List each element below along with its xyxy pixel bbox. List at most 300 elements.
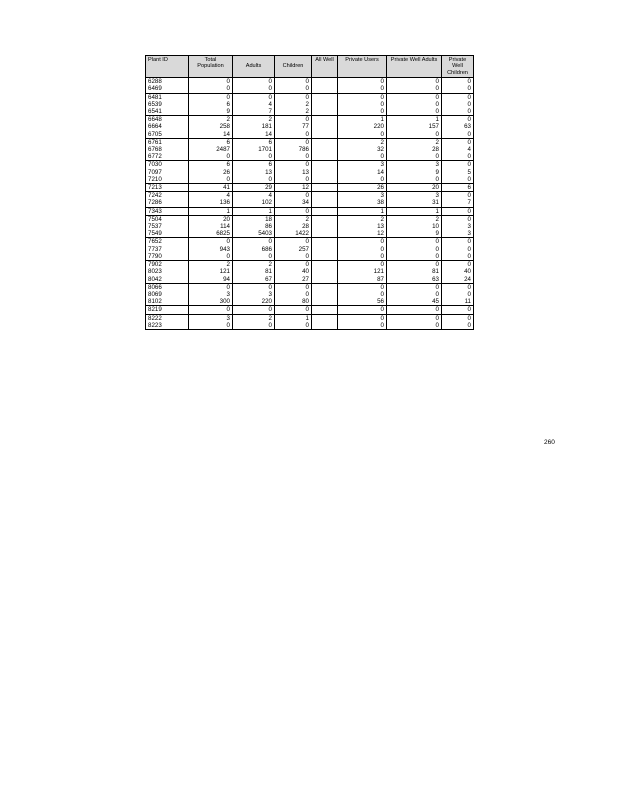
children-cell: 40 — [275, 268, 312, 275]
all-well-cell — [312, 223, 338, 230]
private-well-children-cell: 0 — [442, 246, 474, 253]
children-cell: 0 — [275, 176, 312, 184]
total-population-cell: 2 — [189, 116, 233, 124]
plant-id-cell: 8066 — [146, 283, 189, 291]
table-row — [146, 108, 474, 116]
table-row — [146, 207, 474, 215]
adults-cell: 4 — [233, 192, 275, 200]
private-well-children-cell: 0 — [442, 108, 474, 116]
private-well-children-cell: 0 — [442, 283, 474, 291]
children-cell: 2 — [275, 101, 312, 108]
total-population-cell: 9 — [189, 108, 233, 116]
private-well-adults-cell: 3 — [387, 161, 442, 169]
table-body — [146, 78, 474, 330]
total-population-cell: 0 — [189, 253, 233, 261]
private-well-adults-cell: 0 — [387, 85, 442, 93]
children-cell: 0 — [275, 306, 312, 314]
plant-id-cell: 7790 — [146, 253, 189, 261]
all-well-cell — [312, 314, 338, 322]
plant-id-cell: 8223 — [146, 322, 189, 330]
plant-id-cell: 7030 — [146, 161, 189, 169]
all-well-cell — [312, 261, 338, 269]
plant-id-cell: 8222 — [146, 314, 189, 322]
table-row — [146, 101, 474, 108]
private-users-cell: 0 — [338, 101, 387, 108]
private-users-cell: 0 — [338, 246, 387, 253]
table-row — [146, 298, 474, 306]
table-row — [146, 314, 474, 322]
table-row — [146, 268, 474, 275]
total-population-cell: 0 — [189, 306, 233, 314]
private-well-children-cell: 0 — [442, 215, 474, 223]
plant-id-cell: 6761 — [146, 138, 189, 146]
private-well-adults-cell: 0 — [387, 291, 442, 298]
header-adults: Adults — [233, 56, 275, 78]
adults-cell: 0 — [233, 93, 275, 101]
total-population-cell: 0 — [189, 322, 233, 330]
all-well-cell — [312, 78, 338, 86]
table-row — [146, 283, 474, 291]
private-well-children-cell: 7 — [442, 199, 474, 207]
children-cell: 0 — [275, 207, 312, 215]
private-well-adults-cell: 0 — [387, 322, 442, 330]
children-cell: 34 — [275, 199, 312, 207]
total-population-cell: 1 — [189, 207, 233, 215]
private-well-children-cell: 0 — [442, 176, 474, 184]
private-well-adults-cell: 0 — [387, 261, 442, 269]
plant-id-cell: 7210 — [146, 176, 189, 184]
private-well-adults-cell: 63 — [387, 276, 442, 284]
private-users-cell: 0 — [338, 78, 387, 86]
adults-cell: 13 — [233, 169, 275, 176]
adults-cell: 14 — [233, 131, 275, 139]
all-well-cell — [312, 246, 338, 253]
adults-cell: 6 — [233, 138, 275, 146]
private-well-adults-cell: 157 — [387, 123, 442, 130]
private-users-cell: 0 — [338, 153, 387, 161]
table-row — [146, 192, 474, 200]
adults-cell: 0 — [233, 85, 275, 93]
private-users-cell: 0 — [338, 85, 387, 93]
private-well-children-cell: 0 — [442, 207, 474, 215]
private-users-cell: 0 — [338, 291, 387, 298]
children-cell: 80 — [275, 298, 312, 306]
total-population-cell: 0 — [189, 85, 233, 93]
all-well-cell — [312, 253, 338, 261]
private-well-adults-cell: 28 — [387, 146, 442, 153]
plant-id-cell: 6705 — [146, 131, 189, 139]
plant-id-cell: 7652 — [146, 238, 189, 246]
private-users-cell: 0 — [338, 314, 387, 322]
table-row — [146, 93, 474, 101]
private-users-cell: 26 — [338, 184, 387, 192]
plant-id-cell: 6288 — [146, 78, 189, 86]
children-cell: 0 — [275, 138, 312, 146]
table-row — [146, 131, 474, 139]
total-population-cell: 0 — [189, 153, 233, 161]
adults-cell: 18 — [233, 215, 275, 223]
table-row — [146, 176, 474, 184]
table-row — [146, 246, 474, 253]
private-well-adults-cell: 81 — [387, 268, 442, 275]
children-cell: 28 — [275, 223, 312, 230]
header-plant-id: Plant ID — [146, 56, 189, 78]
children-cell: 0 — [275, 153, 312, 161]
all-well-cell — [312, 101, 338, 108]
children-cell: 0 — [275, 261, 312, 269]
total-population-cell: 6825 — [189, 230, 233, 238]
private-well-children-cell: 4 — [442, 146, 474, 153]
private-well-children-cell: 0 — [442, 116, 474, 124]
private-users-cell: 87 — [338, 276, 387, 284]
adults-cell: 181 — [233, 123, 275, 130]
children-cell: 0 — [275, 93, 312, 101]
header-private-well-children: Private Well Children — [442, 56, 474, 78]
adults-cell: 29 — [233, 184, 275, 192]
all-well-cell — [312, 138, 338, 146]
children-cell: 0 — [275, 131, 312, 139]
plant-id-cell: 8102 — [146, 298, 189, 306]
table-row — [146, 161, 474, 169]
plant-id-cell: 7286 — [146, 199, 189, 207]
table-row — [146, 78, 474, 86]
adults-cell: 1 — [233, 207, 275, 215]
adults-cell: 0 — [233, 153, 275, 161]
table-row — [146, 253, 474, 261]
private-users-cell: 0 — [338, 261, 387, 269]
total-population-cell: 20 — [189, 215, 233, 223]
header-total-population: Total Population — [189, 56, 233, 78]
private-well-adults-cell: 9 — [387, 230, 442, 238]
children-cell: 257 — [275, 246, 312, 253]
all-well-cell — [312, 207, 338, 215]
all-well-cell — [312, 161, 338, 169]
total-population-cell: 6 — [189, 138, 233, 146]
plant-id-cell: 6772 — [146, 153, 189, 161]
private-well-children-cell: 3 — [442, 230, 474, 238]
private-well-adults-cell: 0 — [387, 78, 442, 86]
private-users-cell: 0 — [338, 176, 387, 184]
table-row — [146, 306, 474, 314]
total-population-cell: 6 — [189, 101, 233, 108]
plant-id-cell: 6648 — [146, 116, 189, 124]
table-row — [146, 169, 474, 176]
private-well-children-cell: 0 — [442, 192, 474, 200]
total-population-cell: 0 — [189, 93, 233, 101]
private-users-cell: 0 — [338, 253, 387, 261]
total-population-cell: 0 — [189, 176, 233, 184]
children-cell: 0 — [275, 85, 312, 93]
adults-cell: 0 — [233, 283, 275, 291]
private-well-adults-cell: 0 — [387, 283, 442, 291]
children-cell: 77 — [275, 123, 312, 130]
adults-cell: 4 — [233, 101, 275, 108]
table-row — [146, 291, 474, 298]
private-well-children-cell: 0 — [442, 253, 474, 261]
plant-population-table — [145, 55, 474, 330]
all-well-cell — [312, 131, 338, 139]
total-population-cell: 4 — [189, 192, 233, 200]
private-users-cell: 0 — [338, 306, 387, 314]
adults-cell: 67 — [233, 276, 275, 284]
total-population-cell: 136 — [189, 199, 233, 207]
adults-cell: 0 — [233, 238, 275, 246]
private-well-adults-cell: 0 — [387, 238, 442, 246]
total-population-cell: 0 — [189, 78, 233, 86]
all-well-cell — [312, 306, 338, 314]
children-cell: 2 — [275, 108, 312, 116]
children-cell: 0 — [275, 291, 312, 298]
plant-id-cell: 8042 — [146, 276, 189, 284]
plant-id-cell: 8219 — [146, 306, 189, 314]
all-well-cell — [312, 146, 338, 153]
table-row — [146, 184, 474, 192]
adults-cell: 5403 — [233, 230, 275, 238]
private-well-children-cell: 0 — [442, 261, 474, 269]
table-row — [146, 116, 474, 124]
private-well-children-cell: 0 — [442, 78, 474, 86]
adults-cell: 3 — [233, 291, 275, 298]
private-well-adults-cell: 0 — [387, 314, 442, 322]
private-well-children-cell: 0 — [442, 161, 474, 169]
private-well-children-cell: 0 — [442, 322, 474, 330]
plant-id-cell: 7537 — [146, 223, 189, 230]
header-children: Children — [275, 56, 312, 78]
total-population-cell: 300 — [189, 298, 233, 306]
plant-id-cell: 6664 — [146, 123, 189, 130]
page-number: 260 — [544, 439, 555, 446]
private-well-children-cell: 0 — [442, 238, 474, 246]
total-population-cell: 41 — [189, 184, 233, 192]
all-well-cell — [312, 230, 338, 238]
children-cell: 0 — [275, 78, 312, 86]
private-well-adults-cell: 0 — [387, 108, 442, 116]
adults-cell: 102 — [233, 199, 275, 207]
plant-id-cell: 7902 — [146, 261, 189, 269]
children-cell: 0 — [275, 116, 312, 124]
plant-id-cell: 7737 — [146, 246, 189, 253]
private-well-adults-cell: 31 — [387, 199, 442, 207]
private-users-cell: 14 — [338, 169, 387, 176]
all-well-cell — [312, 283, 338, 291]
private-well-adults-cell: 0 — [387, 153, 442, 161]
private-users-cell: 12 — [338, 230, 387, 238]
table-row — [146, 230, 474, 238]
children-cell: 27 — [275, 276, 312, 284]
total-population-cell: 943 — [189, 246, 233, 253]
private-users-cell: 38 — [338, 199, 387, 207]
private-well-adults-cell: 9 — [387, 169, 442, 176]
private-users-cell: 3 — [338, 192, 387, 200]
plant-id-cell: 7504 — [146, 215, 189, 223]
plant-id-cell: 7343 — [146, 207, 189, 215]
private-well-children-cell: 0 — [442, 138, 474, 146]
private-users-cell: 121 — [338, 268, 387, 275]
private-well-children-cell: 0 — [442, 314, 474, 322]
table-row — [146, 223, 474, 230]
private-well-children-cell: 0 — [442, 101, 474, 108]
total-population-cell: 121 — [189, 268, 233, 275]
plant-id-cell: 7213 — [146, 184, 189, 192]
plant-id-cell: 7097 — [146, 169, 189, 176]
plant-id-cell: 8069 — [146, 291, 189, 298]
all-well-cell — [312, 116, 338, 124]
total-population-cell: 2 — [189, 261, 233, 269]
total-population-cell: 258 — [189, 123, 233, 130]
all-well-cell — [312, 268, 338, 275]
table-row — [146, 123, 474, 130]
plant-id-cell: 6768 — [146, 146, 189, 153]
total-population-cell: 6 — [189, 161, 233, 169]
private-well-adults-cell: 0 — [387, 246, 442, 253]
table-row — [146, 276, 474, 284]
total-population-cell: 0 — [189, 283, 233, 291]
all-well-cell — [312, 238, 338, 246]
table-row — [146, 138, 474, 146]
private-users-cell: 2 — [338, 138, 387, 146]
header-all-well: All Well — [312, 56, 338, 78]
private-well-adults-cell: 10 — [387, 223, 442, 230]
plant-id-cell: 6469 — [146, 85, 189, 93]
private-well-adults-cell: 2 — [387, 138, 442, 146]
table-row — [146, 146, 474, 153]
table-row — [146, 199, 474, 207]
private-well-children-cell: 0 — [442, 306, 474, 314]
table-row — [146, 215, 474, 223]
adults-cell: 0 — [233, 176, 275, 184]
table-row — [146, 238, 474, 246]
plant-id-cell: 7549 — [146, 230, 189, 238]
table-row — [146, 322, 474, 330]
plant-id-cell: 6481 — [146, 93, 189, 101]
children-cell: 0 — [275, 161, 312, 169]
adults-cell: 7 — [233, 108, 275, 116]
adults-cell: 0 — [233, 253, 275, 261]
all-well-cell — [312, 291, 338, 298]
all-well-cell — [312, 322, 338, 330]
private-well-children-cell: 3 — [442, 223, 474, 230]
private-well-children-cell: 5 — [442, 169, 474, 176]
all-well-cell — [312, 108, 338, 116]
adults-cell: 0 — [233, 78, 275, 86]
children-cell: 13 — [275, 169, 312, 176]
private-users-cell: 1 — [338, 207, 387, 215]
table-header-row — [146, 56, 474, 78]
all-well-cell — [312, 276, 338, 284]
header-private-well-adults: Private Well Adults — [387, 56, 442, 78]
all-well-cell — [312, 176, 338, 184]
private-users-cell: 3 — [338, 161, 387, 169]
adults-cell: 0 — [233, 322, 275, 330]
children-cell: 1422 — [275, 230, 312, 238]
total-population-cell: 3 — [189, 314, 233, 322]
adults-cell: 0 — [233, 306, 275, 314]
total-population-cell: 114 — [189, 223, 233, 230]
adults-cell: 81 — [233, 268, 275, 275]
private-users-cell: 0 — [338, 131, 387, 139]
all-well-cell — [312, 93, 338, 101]
all-well-cell — [312, 85, 338, 93]
table-row — [146, 153, 474, 161]
plant-id-cell: 8023 — [146, 268, 189, 275]
private-well-children-cell: 40 — [442, 268, 474, 275]
private-well-children-cell: 0 — [442, 93, 474, 101]
private-well-adults-cell: 45 — [387, 298, 442, 306]
private-users-cell: 1 — [338, 116, 387, 124]
children-cell: 0 — [275, 322, 312, 330]
total-population-cell: 3 — [189, 291, 233, 298]
private-well-adults-cell: 0 — [387, 176, 442, 184]
private-well-children-cell: 11 — [442, 298, 474, 306]
private-well-children-cell: 63 — [442, 123, 474, 130]
private-users-cell: 56 — [338, 298, 387, 306]
adults-cell: 1701 — [233, 146, 275, 153]
all-well-cell — [312, 199, 338, 207]
all-well-cell — [312, 169, 338, 176]
private-users-cell: 0 — [338, 238, 387, 246]
private-users-cell: 0 — [338, 283, 387, 291]
children-cell: 2 — [275, 215, 312, 223]
adults-cell: 2 — [233, 314, 275, 322]
private-well-adults-cell: 3 — [387, 192, 442, 200]
children-cell: 1 — [275, 314, 312, 322]
all-well-cell — [312, 192, 338, 200]
private-well-adults-cell: 20 — [387, 184, 442, 192]
private-well-adults-cell: 0 — [387, 131, 442, 139]
children-cell: 0 — [275, 253, 312, 261]
all-well-cell — [312, 153, 338, 161]
plant-id-cell: 7242 — [146, 192, 189, 200]
private-well-children-cell: 0 — [442, 291, 474, 298]
table-row — [146, 85, 474, 93]
children-cell: 12 — [275, 184, 312, 192]
adults-cell: 86 — [233, 223, 275, 230]
total-population-cell: 2487 — [189, 146, 233, 153]
private-users-cell: 0 — [338, 322, 387, 330]
private-well-children-cell: 0 — [442, 131, 474, 139]
adults-cell: 220 — [233, 298, 275, 306]
private-well-adults-cell: 1 — [387, 207, 442, 215]
header-private-users: Private Users — [338, 56, 387, 78]
plant-id-cell: 6541 — [146, 108, 189, 116]
children-cell: 0 — [275, 192, 312, 200]
private-well-adults-cell: 0 — [387, 253, 442, 261]
total-population-cell: 26 — [189, 169, 233, 176]
total-population-cell: 0 — [189, 238, 233, 246]
private-users-cell: 2 — [338, 215, 387, 223]
private-users-cell: 220 — [338, 123, 387, 130]
all-well-cell — [312, 184, 338, 192]
private-well-adults-cell: 0 — [387, 306, 442, 314]
private-users-cell: 0 — [338, 93, 387, 101]
adults-cell: 6 — [233, 161, 275, 169]
all-well-cell — [312, 298, 338, 306]
private-well-children-cell: 0 — [442, 153, 474, 161]
adults-cell: 686 — [233, 246, 275, 253]
total-population-cell: 14 — [189, 131, 233, 139]
children-cell: 0 — [275, 238, 312, 246]
children-cell: 0 — [275, 283, 312, 291]
all-well-cell — [312, 123, 338, 130]
children-cell: 786 — [275, 146, 312, 153]
private-well-adults-cell: 1 — [387, 116, 442, 124]
private-well-children-cell: 24 — [442, 276, 474, 284]
private-well-adults-cell: 2 — [387, 215, 442, 223]
adults-cell: 2 — [233, 261, 275, 269]
private-users-cell: 0 — [338, 108, 387, 116]
private-well-adults-cell: 0 — [387, 93, 442, 101]
private-users-cell: 13 — [338, 223, 387, 230]
